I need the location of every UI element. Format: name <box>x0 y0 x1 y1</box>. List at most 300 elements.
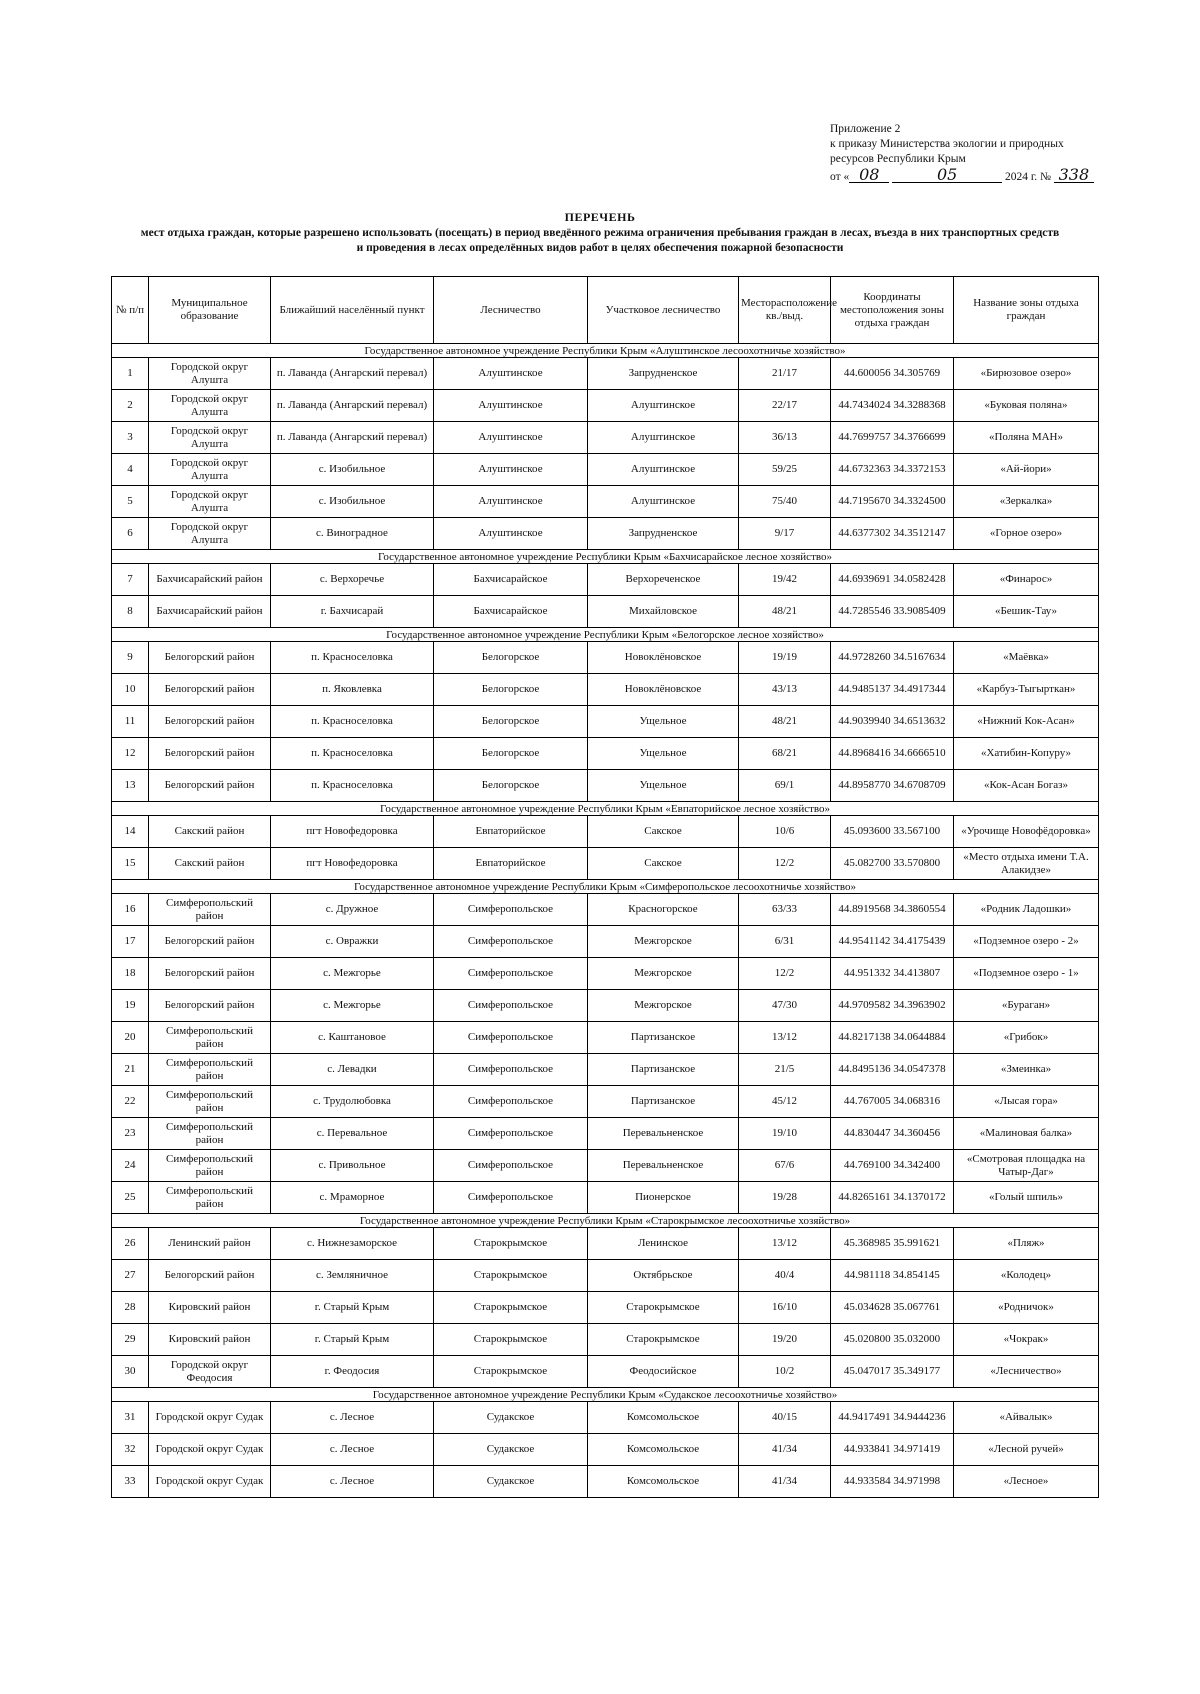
document-subtitle: мест отдыха граждан, которые разрешено использовать (посещать) в период введённого режима ограничения пребывания граждан в лесах, въезда в них транспортных средств и проведения в лесах определённых видов работ в целях обеспечения пожарной безопасности <box>140 227 1060 254</box>
column-header: Месторасположение кв./выд. <box>739 277 831 344</box>
table-cell: 15 <box>112 848 149 880</box>
table-cell: 13/12 <box>739 1228 831 1260</box>
table-cell: 63/33 <box>739 894 831 926</box>
table-cell: Городской округ Алушта <box>149 454 271 486</box>
table-cell: 40/4 <box>739 1260 831 1292</box>
table-cell: Белогорский район <box>149 706 271 738</box>
table-cell: 44.8968416 34.6666510 <box>831 738 954 770</box>
section-title: Государственное автономное учреждение Республики Крым «Судакское лесоохотничье хозяйство» <box>112 1388 1099 1402</box>
table-cell: 45.034628 35.067761 <box>831 1292 954 1324</box>
table-cell: Красногорское <box>588 894 739 926</box>
table-cell: 4 <box>112 454 149 486</box>
table-cell: Симферопольское <box>434 1118 588 1150</box>
table-cell: 44.981118 34.854145 <box>831 1260 954 1292</box>
table-cell: 44.8265161 34.1370172 <box>831 1182 954 1214</box>
table-cell: 32 <box>112 1434 149 1466</box>
table-cell: Алуштинское <box>434 486 588 518</box>
table-cell: г. Бахчисарай <box>271 596 434 628</box>
table-cell: 26 <box>112 1228 149 1260</box>
table-cell: «Хатибин-Копуру» <box>954 738 1099 770</box>
table-cell: Евпаторийское <box>434 816 588 848</box>
table-cell: 44.9485137 34.4917344 <box>831 674 954 706</box>
table-cell: 67/6 <box>739 1150 831 1182</box>
table-cell: Межгорское <box>588 990 739 1022</box>
table-cell: п. Красноселовка <box>271 642 434 674</box>
section-header-row <box>112 550 1099 564</box>
table-cell: 75/40 <box>739 486 831 518</box>
table-cell: Алуштинское <box>434 390 588 422</box>
table-cell: Городской округ Алушта <box>149 358 271 390</box>
table-cell: 24 <box>112 1150 149 1182</box>
table-cell: Белогорский район <box>149 738 271 770</box>
table-cell: 3 <box>112 422 149 454</box>
table-cell: с. Лесное <box>271 1402 434 1434</box>
table-cell: 44.8919568 34.3860554 <box>831 894 954 926</box>
table-row <box>112 1402 1099 1434</box>
table-cell: Старокрымское <box>434 1292 588 1324</box>
table-cell: 44.8495136 34.0547378 <box>831 1054 954 1086</box>
recreation-zones-table <box>111 276 1099 1498</box>
table-cell: с. Каштановое <box>271 1022 434 1054</box>
table-row <box>112 1356 1099 1388</box>
table-cell: Старокрымское <box>434 1228 588 1260</box>
table-cell: «Голый шпиль» <box>954 1182 1099 1214</box>
table-cell: 44.6939691 34.0582428 <box>831 564 954 596</box>
table-cell: 44.933584 34.971998 <box>831 1466 954 1498</box>
table-cell: Запрудненское <box>588 358 739 390</box>
column-header: Ближайший населённый пункт <box>271 277 434 344</box>
table-cell: Михайловское <box>588 596 739 628</box>
table-cell: Бахчисарайский район <box>149 596 271 628</box>
table-cell: Белогорский район <box>149 926 271 958</box>
table-row <box>112 642 1099 674</box>
table-row <box>112 596 1099 628</box>
table-cell: Старокрымское <box>434 1356 588 1388</box>
table-cell: п. Лаванда (Ангарский перевал) <box>271 358 434 390</box>
column-header: Муниципальное образование <box>149 277 271 344</box>
table-cell: п. Красноселовка <box>271 738 434 770</box>
table-cell: с. Привольное <box>271 1150 434 1182</box>
table-cell: 13 <box>112 770 149 802</box>
table-cell: Симферопольский район <box>149 1022 271 1054</box>
table-cell: «Лесничество» <box>954 1356 1099 1388</box>
table-cell: 22/17 <box>739 390 831 422</box>
table-cell: 44.9039940 34.6513632 <box>831 706 954 738</box>
table-cell: п. Лаванда (Ангарский перевал) <box>271 390 434 422</box>
table-cell: Комсомольское <box>588 1466 739 1498</box>
table-cell: «Зеркалка» <box>954 486 1099 518</box>
table-cell: 18 <box>112 958 149 990</box>
table-cell: Симферопольский район <box>149 1054 271 1086</box>
table-body <box>112 344 1099 1498</box>
appendix-line-3: ресурсов Республики Крым <box>830 153 966 165</box>
table-cell: 19/20 <box>739 1324 831 1356</box>
table-cell: п. Красноселовка <box>271 706 434 738</box>
table-cell: Новоклёновское <box>588 642 739 674</box>
table-cell: с. Межгорье <box>271 958 434 990</box>
table-cell: Белогорский район <box>149 674 271 706</box>
table-cell: 44.951332 34.413807 <box>831 958 954 990</box>
table-cell: Городской округ Алушта <box>149 518 271 550</box>
table-row <box>112 894 1099 926</box>
table-cell: 20 <box>112 1022 149 1054</box>
table-cell: Симферопольский район <box>149 1182 271 1214</box>
table-cell: 10/2 <box>739 1356 831 1388</box>
column-header: Координаты местоположения зоны отдыха граждан <box>831 277 954 344</box>
table-cell: Городской округ Феодосия <box>149 1356 271 1388</box>
table-cell: Комсомольское <box>588 1434 739 1466</box>
table-header-row <box>112 277 1099 344</box>
table-row <box>112 1150 1099 1182</box>
table-row <box>112 358 1099 390</box>
table-row <box>112 454 1099 486</box>
table-row <box>112 1466 1099 1498</box>
table-cell: с. Дружное <box>271 894 434 926</box>
table-cell: «Малиновая балка» <box>954 1118 1099 1150</box>
table-cell: Симферопольский район <box>149 1086 271 1118</box>
table-cell: Партизанское <box>588 1054 739 1086</box>
table-cell: Ленинское <box>588 1228 739 1260</box>
table-cell: пгт Новофедоровка <box>271 816 434 848</box>
table-cell: 33 <box>112 1466 149 1498</box>
table-cell: «Лысая гора» <box>954 1086 1099 1118</box>
table-cell: Алуштинское <box>434 358 588 390</box>
table-cell: п. Красноселовка <box>271 770 434 802</box>
table-row <box>112 564 1099 596</box>
table-cell: 9 <box>112 642 149 674</box>
table-cell: «Поляна МАН» <box>954 422 1099 454</box>
table-cell: «Смотровая площадка на Чатыр-Даг» <box>954 1150 1099 1182</box>
table-cell: 12/2 <box>739 958 831 990</box>
section-header-row <box>112 802 1099 816</box>
table-cell: «Кок-Асан Богаз» <box>954 770 1099 802</box>
table-cell: 19/19 <box>739 642 831 674</box>
table-row <box>112 486 1099 518</box>
table-cell: 31 <box>112 1402 149 1434</box>
table-cell: 23 <box>112 1118 149 1150</box>
table-cell: 44.8217138 34.0644884 <box>831 1022 954 1054</box>
table-cell: 30 <box>112 1356 149 1388</box>
table-cell: Перевальненское <box>588 1118 739 1150</box>
table-row <box>112 422 1099 454</box>
table-cell: 21/17 <box>739 358 831 390</box>
table-cell: Городской округ Судак <box>149 1466 271 1498</box>
table-cell: 36/13 <box>739 422 831 454</box>
table-cell: Белогорское <box>434 738 588 770</box>
table-cell: Верхореченское <box>588 564 739 596</box>
table-cell: 41/34 <box>739 1466 831 1498</box>
table-cell: с. Изобильное <box>271 486 434 518</box>
table-cell: Старокрымское <box>588 1324 739 1356</box>
table-cell: Симферопольский район <box>149 894 271 926</box>
table-cell: с. Мраморное <box>271 1182 434 1214</box>
section-header-row <box>112 344 1099 358</box>
table-cell: Городской округ Алушта <box>149 422 271 454</box>
table-cell: Ущельное <box>588 738 739 770</box>
table-row <box>112 1292 1099 1324</box>
document-title: ПЕРЕЧЕНЬ <box>564 210 636 224</box>
appendix-line-2: к приказу Министерства экологии и природных <box>830 138 1064 150</box>
table-cell: «Пляж» <box>954 1228 1099 1260</box>
table-cell: 45.082700 33.570800 <box>831 848 954 880</box>
table-cell: 59/25 <box>739 454 831 486</box>
table-cell: 44.769100 34.342400 <box>831 1150 954 1182</box>
table-cell: Судакское <box>434 1434 588 1466</box>
table-cell: 19/10 <box>739 1118 831 1150</box>
table-cell: 10 <box>112 674 149 706</box>
table-row <box>112 1324 1099 1356</box>
table-cell: Белогорское <box>434 642 588 674</box>
table-row <box>112 1182 1099 1214</box>
table-cell: 44.767005 34.068316 <box>831 1086 954 1118</box>
column-header: Лесничество <box>434 277 588 344</box>
table-cell: с. Виноградное <box>271 518 434 550</box>
table-cell: 12 <box>112 738 149 770</box>
appendix-block <box>830 122 1094 185</box>
table-row <box>112 926 1099 958</box>
table-cell: Алуштинское <box>588 390 739 422</box>
section-header-row <box>112 1214 1099 1228</box>
table-cell: 41/34 <box>739 1434 831 1466</box>
table-cell: Симферопольское <box>434 958 588 990</box>
date-prefix: от « <box>830 171 850 183</box>
table-cell: «Ай-йори» <box>954 454 1099 486</box>
table-cell: Белогорское <box>434 674 588 706</box>
table-cell: Городской округ Судак <box>149 1402 271 1434</box>
table-row <box>112 1022 1099 1054</box>
table-cell: Сакский район <box>149 848 271 880</box>
table-cell: п. Лаванда (Ангарский перевал) <box>271 422 434 454</box>
table-cell: Партизанское <box>588 1086 739 1118</box>
table-cell: Бахчисарайский район <box>149 564 271 596</box>
table-cell: 44.933841 34.971419 <box>831 1434 954 1466</box>
table-cell: Судакское <box>434 1466 588 1498</box>
table-cell: 17 <box>112 926 149 958</box>
table-cell: 25 <box>112 1182 149 1214</box>
table-cell: г. Феодосия <box>271 1356 434 1388</box>
table-row <box>112 1086 1099 1118</box>
table-cell: 45/12 <box>739 1086 831 1118</box>
table-cell: Белогорский район <box>149 958 271 990</box>
table-cell: 43/13 <box>739 674 831 706</box>
table-cell: 44.6377302 34.3512147 <box>831 518 954 550</box>
table-cell: Белогорский район <box>149 990 271 1022</box>
table-cell: 11 <box>112 706 149 738</box>
table-cell: 21 <box>112 1054 149 1086</box>
table-cell: Ущельное <box>588 770 739 802</box>
table-row <box>112 848 1099 880</box>
table-cell: «Змеинка» <box>954 1054 1099 1086</box>
table-cell: Симферопольское <box>434 1086 588 1118</box>
table-cell: 13/12 <box>739 1022 831 1054</box>
table-cell: Алуштинское <box>434 422 588 454</box>
table-cell: 2 <box>112 390 149 422</box>
section-header-row <box>112 628 1099 642</box>
table-cell: Бахчисарайское <box>434 564 588 596</box>
table-cell: 6 <box>112 518 149 550</box>
table-cell: 40/15 <box>739 1402 831 1434</box>
table-cell: 6/31 <box>739 926 831 958</box>
table-cell: с. Нижнезаморское <box>271 1228 434 1260</box>
table-cell: Сакское <box>588 848 739 880</box>
table-cell: Симферопольское <box>434 926 588 958</box>
table-cell: Комсомольское <box>588 1402 739 1434</box>
table-row <box>112 990 1099 1022</box>
table-cell: «Чокрак» <box>954 1324 1099 1356</box>
table-cell: Симферопольский район <box>149 1150 271 1182</box>
table-cell: Алуштинское <box>434 518 588 550</box>
table-cell: 44.8958770 34.6708709 <box>831 770 954 802</box>
table-cell: Судакское <box>434 1402 588 1434</box>
table-cell: 19/28 <box>739 1182 831 1214</box>
table-cell: пгт Новофедоровка <box>271 848 434 880</box>
table-cell: Сакский район <box>149 816 271 848</box>
column-header: Участковое лесничество <box>588 277 739 344</box>
table-cell: 19 <box>112 990 149 1022</box>
table-cell: «Финарос» <box>954 564 1099 596</box>
table-row <box>112 1054 1099 1086</box>
table-cell: 45.020800 35.032000 <box>831 1324 954 1356</box>
table-cell: 45.368985 35.991621 <box>831 1228 954 1260</box>
table-cell: 14 <box>112 816 149 848</box>
table-cell: Старокрымское <box>434 1324 588 1356</box>
table-cell: 47/30 <box>739 990 831 1022</box>
table-cell: 10/6 <box>739 816 831 848</box>
table-cell: Городской округ Алушта <box>149 486 271 518</box>
table-row <box>112 1118 1099 1150</box>
table-row <box>112 738 1099 770</box>
table-cell: «Бураган» <box>954 990 1099 1022</box>
table-cell: Алуштинское <box>588 486 739 518</box>
table-cell: Симферопольский район <box>149 1118 271 1150</box>
table-cell: «Родничок» <box>954 1292 1099 1324</box>
table-cell: «Айвалык» <box>954 1402 1099 1434</box>
table-cell: Межгорское <box>588 958 739 990</box>
table-cell: п. Яковлевка <box>271 674 434 706</box>
table-cell: 44.830447 34.360456 <box>831 1118 954 1150</box>
section-title: Государственное автономное учреждение Республики Крым «Белогорское лесное хозяйство» <box>112 628 1099 642</box>
table-cell: Симферопольское <box>434 1054 588 1086</box>
table-cell: 68/21 <box>739 738 831 770</box>
table-row <box>112 1434 1099 1466</box>
table-cell: 44.9728260 34.5167634 <box>831 642 954 674</box>
section-header-row <box>112 880 1099 894</box>
table-row <box>112 518 1099 550</box>
table-cell: с. Изобильное <box>271 454 434 486</box>
table-cell: «Лесное» <box>954 1466 1099 1498</box>
table-cell: 9/17 <box>739 518 831 550</box>
table-cell: 5 <box>112 486 149 518</box>
table-cell: Межгорское <box>588 926 739 958</box>
table-cell: Кировский район <box>149 1292 271 1324</box>
table-cell: Бахчисарайское <box>434 596 588 628</box>
appendix-line-1: Приложение 2 <box>830 123 901 135</box>
table-cell: 7 <box>112 564 149 596</box>
table-cell: «Родник Ладошки» <box>954 894 1099 926</box>
table-cell: Партизанское <box>588 1022 739 1054</box>
column-header: Название зоны отдыха граждан <box>954 277 1099 344</box>
table-cell: 1 <box>112 358 149 390</box>
section-title: Государственное автономное учреждение Республики Крым «Алуштинское лесоохотничье хозяйство» <box>112 344 1099 358</box>
date-day: 08 <box>849 167 889 183</box>
table-cell: Симферопольское <box>434 990 588 1022</box>
table-cell: Белогорское <box>434 706 588 738</box>
table-cell: Октябрьское <box>588 1260 739 1292</box>
table-cell: 44.6732363 34.3372153 <box>831 454 954 486</box>
table-cell: Симферопольское <box>434 1022 588 1054</box>
table-cell: «Урочище Новофёдоровка» <box>954 816 1099 848</box>
table-cell: 12/2 <box>739 848 831 880</box>
table-cell: «Колодец» <box>954 1260 1099 1292</box>
table-cell: 44.600056 34.305769 <box>831 358 954 390</box>
table-cell: с. Овражки <box>271 926 434 958</box>
table-cell: 44.9417491 34.9444236 <box>831 1402 954 1434</box>
table-cell: 44.9709582 34.3963902 <box>831 990 954 1022</box>
table-cell: 45.093600 33.567100 <box>831 816 954 848</box>
table-cell: 21/5 <box>739 1054 831 1086</box>
table-cell: Евпаторийское <box>434 848 588 880</box>
table-cell: Запрудненское <box>588 518 739 550</box>
section-title: Государственное автономное учреждение Республики Крым «Симферопольское лесоохотничье хозяйство» <box>112 880 1099 894</box>
table-cell: «Место отдыха имени Т.А. Алакидзе» <box>954 848 1099 880</box>
appendix-date-line <box>830 167 1094 185</box>
column-header: № п/п <box>112 277 149 344</box>
table-cell: 29 <box>112 1324 149 1356</box>
table-row <box>112 706 1099 738</box>
table-cell: 44.9541142 34.4175439 <box>831 926 954 958</box>
table-row <box>112 816 1099 848</box>
table-cell: 16 <box>112 894 149 926</box>
table-cell: г. Старый Крым <box>271 1292 434 1324</box>
table-cell: 19/42 <box>739 564 831 596</box>
table-cell: 69/1 <box>739 770 831 802</box>
table-cell: Белогорский район <box>149 770 271 802</box>
section-title: Государственное автономное учреждение Республики Крым «Евпаторийское лесное хозяйство» <box>112 802 1099 816</box>
table-cell: «Маёвка» <box>954 642 1099 674</box>
table-cell: с. Левадки <box>271 1054 434 1086</box>
table-cell: 44.7699757 34.3766699 <box>831 422 954 454</box>
table-cell: Белогорское <box>434 770 588 802</box>
order-number: 338 <box>1054 167 1094 183</box>
table-cell: «Подземное озеро - 1» <box>954 958 1099 990</box>
table-cell: Симферопольское <box>434 1150 588 1182</box>
table-cell: Старокрымское <box>588 1292 739 1324</box>
table-cell: Симферопольское <box>434 1182 588 1214</box>
table-cell: 44.7434024 34.3288368 <box>831 390 954 422</box>
table-cell: Перевальненское <box>588 1150 739 1182</box>
table-cell: «Бешик-Тау» <box>954 596 1099 628</box>
table-row <box>112 1228 1099 1260</box>
table-cell: с. Трудолюбовка <box>271 1086 434 1118</box>
table-cell: «Лесной ручей» <box>954 1434 1099 1466</box>
table-cell: 44.7195670 34.3324500 <box>831 486 954 518</box>
table-cell: с. Земляничное <box>271 1260 434 1292</box>
table-cell: Ленинский район <box>149 1228 271 1260</box>
table-cell: Алуштинское <box>434 454 588 486</box>
table-cell: 44.7285546 33.9085409 <box>831 596 954 628</box>
section-title: Государственное автономное учреждение Республики Крым «Бахчисарайское лесное хозяйство» <box>112 550 1099 564</box>
section-title: Государственное автономное учреждение Республики Крым «Старокрымское лесоохотничье хозяйство» <box>112 1214 1099 1228</box>
table-cell: с. Перевальное <box>271 1118 434 1150</box>
table-cell: Алуштинское <box>588 454 739 486</box>
table-cell: Новоклёновское <box>588 674 739 706</box>
table-cell: 45.047017 35.349177 <box>831 1356 954 1388</box>
table-row <box>112 958 1099 990</box>
table-cell: с. Лесное <box>271 1434 434 1466</box>
table-cell: с. Межгорье <box>271 990 434 1022</box>
date-year: 2024 г. № <box>1005 171 1052 183</box>
section-header-row <box>112 1388 1099 1402</box>
